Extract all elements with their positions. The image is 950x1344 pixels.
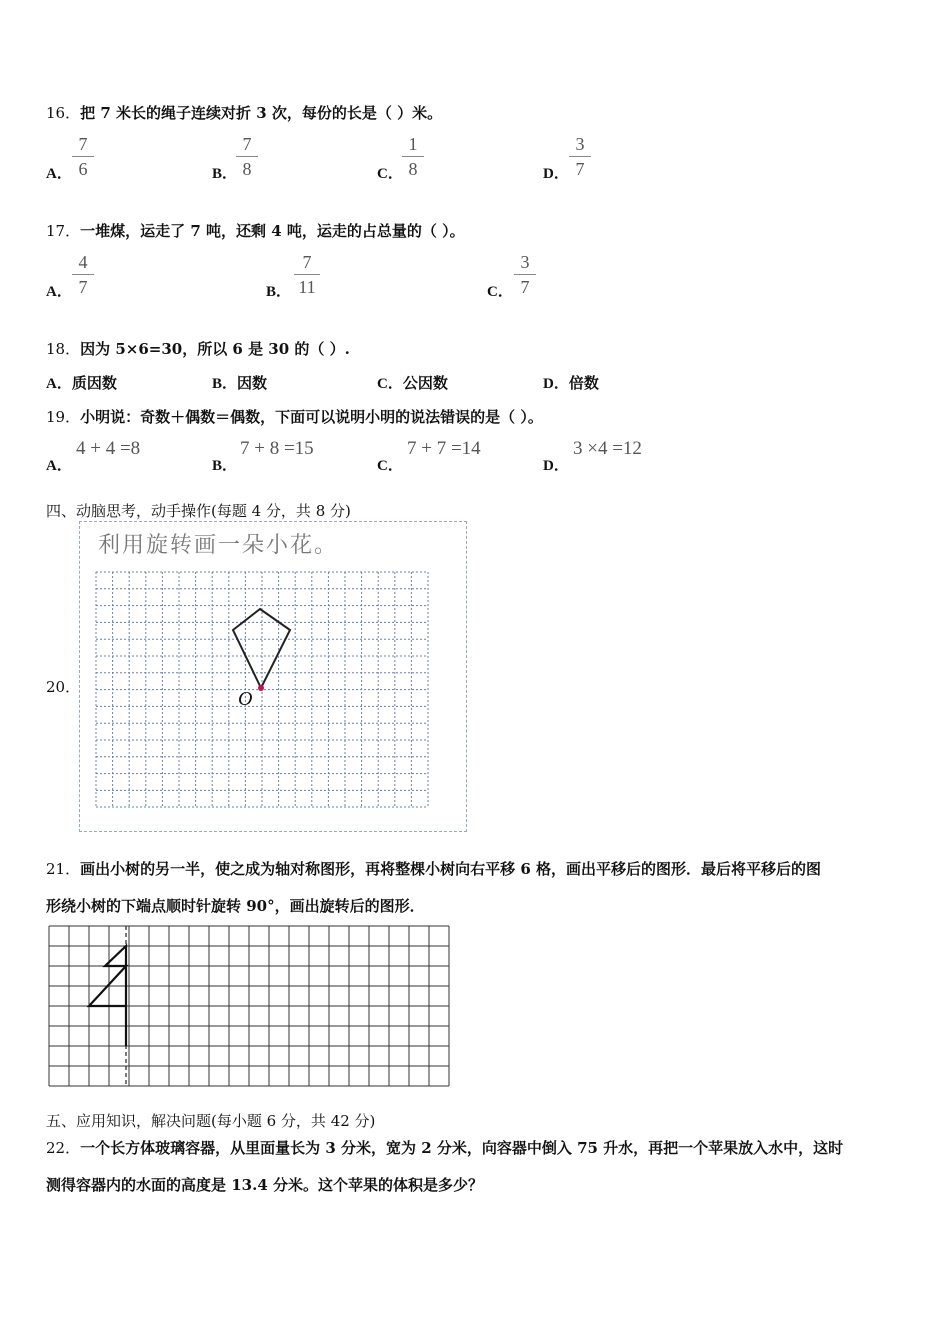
q18-text: 因为 5×6=30，所以 6 是 30 的（ ）. — [80, 340, 350, 358]
q22-text-line1: 一个长方体玻璃容器，从里面量长为 3 分米，宽为 2 分米，向容器中倒入 75 升水，再把一个苹果放入水中，这时 — [80, 1139, 844, 1157]
q16-option-c-letter[interactable]: C． — [377, 166, 403, 182]
q21-line1 — [46, 858, 821, 879]
q19-option-c-letter[interactable]: C． — [377, 458, 403, 474]
q21-grid-figure — [48, 925, 454, 1089]
q17-number: 17． — [46, 222, 81, 240]
q17-stem — [46, 220, 465, 241]
q16-option-c-fraction[interactable] — [402, 134, 424, 179]
q16-option-a-fraction[interactable] — [72, 134, 94, 179]
q18-option-b[interactable] — [212, 372, 267, 393]
q21-tree-half — [89, 946, 126, 1046]
q19-option-d-expr[interactable]: 3 ×4 =12 — [573, 438, 642, 459]
q17-option-b-letter[interactable]: B． — [266, 284, 292, 300]
q17-option-b-fraction[interactable] — [294, 252, 320, 297]
q18-number: 18． — [46, 340, 81, 358]
denominator: 6 — [78, 159, 88, 179]
q16-option-a-letter[interactable]: A． — [46, 166, 72, 182]
q22-line2: 测得容器内的水面的高度是 13.4 分米。这个苹果的体积是多少？ — [46, 1176, 483, 1194]
denominator: 7 — [78, 277, 88, 297]
q19-option-d-letter[interactable]: D． — [543, 458, 569, 474]
q19-option-c-expr[interactable]: 7 + 7 =14 — [407, 438, 481, 459]
q17-option-a-fraction[interactable] — [72, 252, 94, 297]
q16-option-b-letter[interactable]: B． — [212, 166, 238, 182]
option-text: 因数 — [237, 374, 268, 392]
q20-rotation-point — [258, 685, 264, 691]
numerator: 7 — [242, 134, 252, 154]
option-letter: C． — [377, 376, 403, 392]
q19-option-a-letter[interactable]: A． — [46, 458, 72, 474]
q20-number: 20． — [46, 678, 81, 696]
q21-line2: 形绕小树的下端点顺时针旋转 90°，画出旋转后的图形． — [46, 897, 425, 915]
q16-text: 把 7 米长的绳子连续对折 3 次，每份的长是（ ）米。 — [80, 104, 443, 122]
q18-option-c[interactable] — [377, 372, 448, 393]
q18-stem — [46, 338, 350, 359]
q16-option-d-fraction[interactable] — [569, 134, 591, 179]
denominator: 8 — [408, 159, 418, 179]
numerator: 4 — [78, 252, 88, 272]
numerator: 1 — [408, 134, 418, 154]
q19-option-a-expr[interactable]: 4 + 4 =8 — [76, 438, 141, 459]
q19-text: 小明说：奇数＋偶数＝偶数，下面可以说明小明的说法错误的是（ ）。 — [80, 408, 543, 426]
q17-text: 一堆煤，运走了 7 吨，还剩 4 吨，运走的占总量的（ ）。 — [80, 222, 465, 240]
q17-option-a-letter[interactable]: A． — [46, 284, 72, 300]
q16-number: 16． — [46, 104, 81, 122]
option-text: 质因数 — [71, 374, 117, 392]
q16-stem — [46, 102, 442, 123]
denominator: 8 — [242, 159, 252, 179]
denominator: 7 — [520, 277, 530, 297]
q21-text-line1: 画出小树的另一半，使之成为轴对称图形，再将整棵小树向右平移 6 格，画出平移后的图形．最后将平移后的图 — [80, 860, 821, 878]
numerator: 3 — [520, 252, 530, 272]
q20-point-label: O — [238, 688, 253, 710]
option-text: 公因数 — [402, 374, 448, 392]
option-letter: B． — [212, 376, 238, 392]
q20-dotted-grid — [80, 522, 466, 831]
q20-figure-caption: 利用旋转画一朵小花。 — [98, 533, 339, 558]
q19-option-b-expr[interactable]: 7 + 8 =15 — [240, 438, 314, 459]
option-letter: A． — [46, 376, 72, 392]
q16-option-d-letter[interactable]: D． — [543, 166, 569, 182]
q17-option-c-fraction[interactable] — [514, 252, 536, 297]
q16-option-b-fraction[interactable] — [236, 134, 258, 179]
numerator: 7 — [78, 134, 88, 154]
q21-number: 21． — [46, 860, 81, 878]
option-text: 倍数 — [568, 374, 599, 392]
q19-option-b-letter[interactable]: B． — [212, 458, 238, 474]
q22-line1 — [46, 1137, 843, 1158]
q18-option-a[interactable] — [46, 372, 117, 393]
section-4-heading: 四、动脑思考，动手操作(每题 4 分，共 8 分) — [46, 502, 351, 520]
q22-number: 22． — [46, 1139, 81, 1157]
section-5-heading: 五、应用知识，解决问题(每小题 6 分，共 42 分) — [46, 1112, 376, 1130]
denominator: 11 — [298, 277, 316, 297]
q18-option-d[interactable] — [543, 372, 599, 393]
q17-option-c-letter[interactable]: C． — [487, 284, 513, 300]
denominator: 7 — [575, 159, 585, 179]
numerator: 7 — [302, 252, 312, 272]
q19-number: 19． — [46, 408, 81, 426]
q19-stem — [46, 406, 543, 427]
option-letter: D． — [543, 376, 569, 392]
q20-figure — [79, 521, 467, 832]
numerator: 3 — [575, 134, 585, 154]
